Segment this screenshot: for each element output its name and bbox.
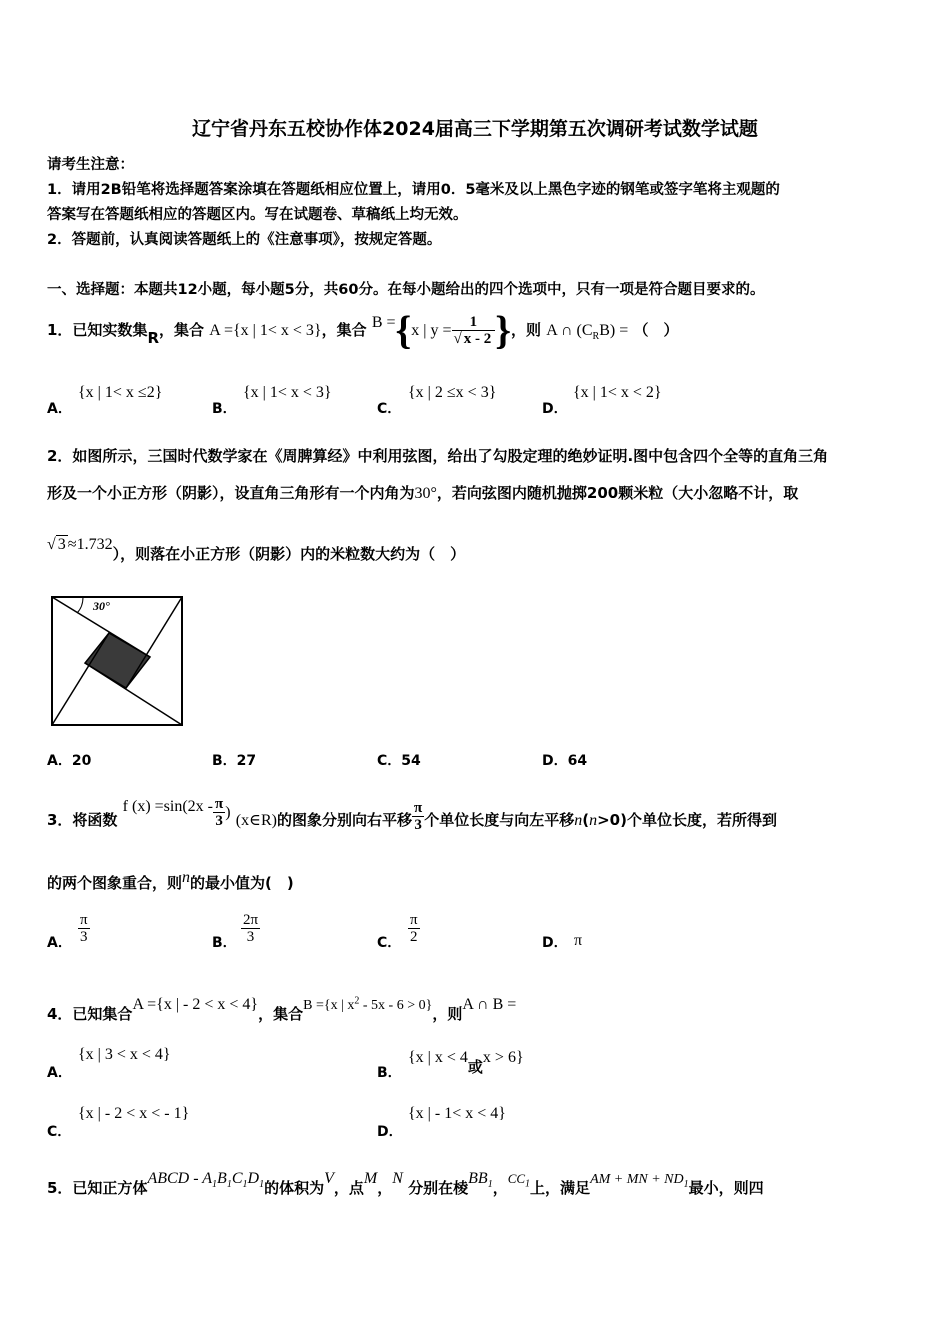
q3-line-2: 的两个图象重合，则n的最小值为( ): [47, 869, 294, 892]
q1-mid2: ，集合: [321, 321, 367, 339]
question-5: 5．已知正方体ABCD - $A_1B_1C_1D_1$的体积为V，点M，N 分别在棱$BB_1$，$CC_1$上，满足AM + MN + $ND_1$最小，则四: [47, 1170, 764, 1197]
q3-shift-fraction: $\frac{\pi}{3}$: [413, 800, 423, 833]
q1-option-c-text: {x | 2 ≤x < 3}: [408, 384, 497, 401]
notice-heading: 请考生注意：: [47, 157, 134, 173]
q1-expression: A ∩ $(C_RB)$ =: [546, 322, 629, 343]
q3-function-fraction: $\frac{\pi}{3}$: [215, 796, 224, 829]
question-3: 3．将函数 f (x) =sin(2x - $\frac{\pi}{3}$ ) (x∈R)的图象分别向右平移 $\frac{\pi}{3}$ 个单位长度与向左平移n(n>0)个单位长度，若所得到: [47, 796, 777, 833]
q2-option-c[interactable]: C．54: [377, 753, 421, 769]
q3-option-a-value: $\frac{\pi}{3}$: [80, 912, 88, 945]
q2-option-a[interactable]: A．20: [47, 753, 92, 769]
q1-option-b[interactable]: B．: [212, 401, 237, 417]
q2-line-2: 形及一个小正方形（阴影），设直角三角形有一个内角为30°，若向弦图内随机抛掷200颗米粒（大小忽略不计，取: [47, 484, 799, 502]
q3-option-c-value: $\frac{\pi}{2}$: [410, 912, 418, 945]
q1-set-b-left: B =: [371, 314, 396, 331]
q4-option-c[interactable]: C．: [47, 1124, 72, 1140]
q3-option-a[interactable]: A．: [47, 935, 72, 951]
q3-option-d-value: π: [574, 932, 583, 949]
question-4: 4．已知集合A ={x | - 2 < x < 4}，集合B ={x | $x^2 - 5x - 6 > 0$}，则A ∩ B =: [47, 995, 517, 1023]
q4-option-c-text: {x | - 2 < x < - 1}: [78, 1105, 190, 1122]
q3-option-d[interactable]: D．: [542, 935, 568, 951]
q3-option-b[interactable]: B．: [212, 935, 237, 951]
q4-option-d-text: {x | - 1< x < 4}: [408, 1105, 506, 1122]
q1-option-a-text: {x | 1< x ≤2}: [78, 384, 163, 401]
q1-option-a[interactable]: A．: [47, 401, 72, 417]
q4-option-b-text: {x | x < 4或x > 6}: [408, 1049, 524, 1076]
q3-function: f (x) =sin(2x -: [122, 798, 214, 815]
q4-option-b[interactable]: B．: [377, 1065, 402, 1081]
q3-domain: (x∈R): [235, 812, 277, 829]
q3-option-c[interactable]: C．: [377, 935, 402, 951]
notice-line-3: 2．答题前，认真阅读答题纸上的《注意事项》，按规定答题。: [47, 232, 442, 248]
q1-option-b-text: {x | 1< x < 3}: [243, 384, 332, 401]
q5-cube: ABCD - $A_1B_1C_1D_1$: [147, 1170, 265, 1191]
notice-line-2: 答案写在答题纸相应的答题区内。写在试题卷、草稿纸上均无效。: [47, 207, 468, 223]
q2-angle: 30°: [414, 485, 437, 502]
q4-set-a: A ={x | - 2 < x < 4}: [132, 995, 259, 1013]
q4-set-b: B ={x | $x^2 - 5x - 6 > 0$}: [303, 995, 433, 1013]
q1-option-d-text: {x | 1< x < 2}: [573, 384, 662, 401]
q4-option-d[interactable]: D．: [377, 1124, 403, 1140]
section-heading: 一、选择题：本题共12小题，每小题5分，共60分。在每小题给出的四个选项中，只有一项是符合题目要求的。: [47, 282, 765, 298]
q2-line-3: √ 3 ≈1.732），则落在小正方形（阴影）内的米粒数大约为（ ）: [47, 536, 466, 563]
q2-option-b[interactable]: B．27: [212, 753, 257, 769]
q4-option-a-text: {x | 3 < x < 4}: [78, 1046, 171, 1063]
q2-string-diagram: [47, 593, 187, 729]
q4-option-a[interactable]: A．: [47, 1065, 72, 1081]
notice-line-1: 1．请用2B铅笔将选择题答案涂填在答题纸相应位置上，请用0．5毫米及以上黑色字迹的钢笔或签字笔将主观题的: [47, 182, 780, 198]
angle-label: 30°: [93, 599, 110, 613]
q1-mid3: ，则: [511, 321, 542, 339]
question-1: 1．已知实数集R，集合 A ={x | 1< x < 3}，集合 B ={x | y = $\frac{1}{√ x - 2}$ }，则 A ∩ $(C_RB)$ = （ ）: [47, 307, 679, 353]
q1-set-a: A ={x | 1< x < 3}: [209, 322, 322, 339]
q1-set-b-fraction: $\frac{1}{√ x - 2}$: [452, 314, 496, 347]
q1-real-set: R: [147, 329, 160, 347]
q1-mid1: ，集合: [159, 321, 205, 339]
q5-expression: AM + MN + $ND_1$: [590, 1172, 689, 1190]
q3-option-b-value: $\frac{2\pi}{3}$: [243, 912, 259, 945]
q2-line-1: 2．如图所示，三国时代数学家在《周脾算经》中利用弦图，给出了勾股定理的绝妙证明.图中包含四个全等的直角三角: [47, 447, 829, 465]
page-title: 辽宁省丹东五校协作体2024届高三下学期第五次调研考试数学试题: [192, 118, 758, 140]
q1-option-d[interactable]: D．: [542, 401, 568, 417]
q1-set-b-inner: x | y =: [411, 322, 452, 339]
q2-sqrt3: √ 3 ≈1.732: [47, 536, 113, 553]
q4-expression: A ∩ B =: [462, 995, 517, 1013]
q1-option-c[interactable]: C．: [377, 401, 402, 417]
q2-option-d[interactable]: D．64: [542, 753, 588, 769]
q1-answer-paren: （ ）: [633, 321, 679, 339]
q1-lead: 1．已知实数集: [47, 321, 148, 339]
